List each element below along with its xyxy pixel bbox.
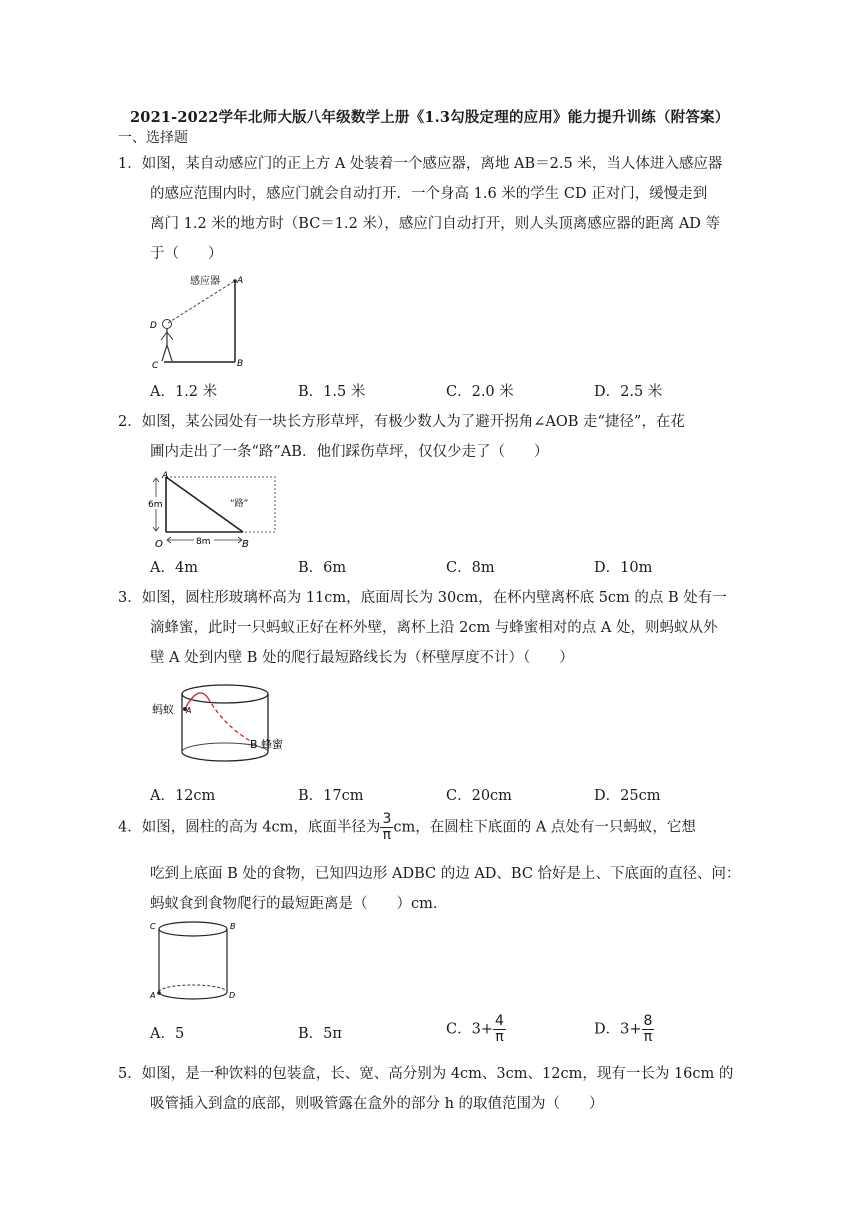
q3-option-c: C．20cm [446, 788, 512, 804]
q3-label-a: A [186, 706, 192, 715]
q3-option-b: B．17cm [298, 788, 364, 804]
q4-option-c [446, 1014, 506, 1045]
q2-text-line-2: 圃内走出了一条“路”AB．他们踩伤草坪，仅仅少走了（ ） [150, 444, 549, 460]
q4-option-d [594, 1014, 654, 1045]
q4-option-c-denominator: π [495, 1029, 504, 1045]
q1-option-b: B．1.5 米 [298, 384, 366, 400]
q4-label-c: C [150, 922, 156, 931]
q4-figure [146, 918, 246, 1008]
q3-text-line-3: 壁 A 处到内壁 B 处的爬行最短路线长为（杯壁厚度不计）（ ） [150, 650, 574, 666]
q1-label-sensor: 感应器 [190, 276, 220, 287]
q4-text-line-1b: cm，在圆柱下底面的 A 点处有一只蚂蚁，它想 [393, 819, 696, 836]
q3-label-ant: 蚂蚁 [152, 703, 174, 716]
q1-option-c: C．2.0 米 [446, 384, 514, 400]
q1-label-a: A [237, 276, 244, 286]
q1-option-d: D．2.5 米 [594, 384, 663, 400]
q3-option-a: A．12cm [150, 788, 216, 804]
q2-label-a: A [162, 471, 169, 481]
q2-label-b: B [242, 539, 249, 550]
q1-text-line-1: 1．如图，某自动感应门的正上方 A 处装着一个感应器，离地 AB＝2.5 米，当人体进入感应器 [118, 156, 723, 172]
q5-text-line-2: 吸管插入到盒的底部，则吸管露在盒外的部分 h 的取值范围为（ ） [150, 1096, 604, 1112]
q3-option-d: D．25cm [594, 788, 661, 804]
q1-option-a: A．1.2 米 [150, 384, 218, 400]
q4-label-a: A [150, 991, 156, 1000]
q4-option-c-numerator: 4 [494, 1013, 504, 1029]
q2-option-a: A．4m [150, 560, 198, 576]
q1-text-line-3: 离门 1.2 米的地方时（BC＝1.2 米），感应门自动打开，则人头顶离感应器的距离 AD 等 [150, 216, 721, 232]
q4-option-d-numerator: 8 [643, 1013, 653, 1029]
q2-figure [146, 470, 282, 550]
q4-option-a: A．5 [150, 1026, 185, 1042]
q2-text-line-1: 2．如图，某公园处有一块长方形草坪，有极少数人为了避开拐角∠AOB 走“捷径”，在花 [118, 414, 685, 430]
q4-option-b: B．5π [298, 1026, 342, 1042]
q4-radius-denominator: π [382, 827, 392, 843]
q4-option-c-fraction [493, 1014, 506, 1045]
q4-text-line-1 [118, 812, 696, 843]
q1-text-line-2: 的感应范围内时，感应门就会自动打开．一个身高 1.6 米的学生 CD 正对门，缓慢走到 [150, 186, 708, 202]
q1-label-c: C [152, 361, 159, 370]
section-heading: 一、选择题 [118, 130, 188, 146]
q1-label-b: B [237, 359, 244, 369]
q2-label-width: 8m [196, 537, 211, 547]
q3-text-line-1: 3．如图，圆柱形玻璃杯高为 11cm，底面周长为 30cm，在杯内壁离杯底 5cm 的点 B 处有一 [118, 590, 727, 606]
q4-option-d-fraction [642, 1014, 655, 1045]
q4-label-b: B [230, 922, 236, 931]
document-title: 2021-2022学年北师大版八年级数学上册《1.3勾股定理的应用》能力提升训练（附答案） [130, 109, 730, 126]
q4-text-line-3: 蚂蚁食到食物爬行的最短距离是（ ）cm． [150, 896, 448, 912]
q3-text-line-2: 滴蜂蜜，此时一只蚂蚁正好在杯外壁，离杯上沿 2cm 与蜂蜜相对的点 A 处，则蚂蚁从外 [150, 620, 718, 636]
q2-option-b: B．6m [298, 560, 347, 576]
q2-option-d: D．10m [594, 560, 653, 576]
q4-option-d-prefix: D．3+ [594, 1021, 642, 1038]
q1-text-line-4: 于（ ） [150, 246, 223, 262]
q3-label-honey: B 蜂蜜 [250, 738, 284, 751]
q2-label-height: 6m [148, 500, 163, 510]
q4-text-line-1a: 4．如图，圆柱的高为 4cm，底面半径为 [118, 819, 381, 836]
q5-text-line-1: 5．如图，是一种饮料的包装盒，长、宽、高分别为 4cm、3cm、12cm，现有一长为 16cm 的 [118, 1066, 734, 1082]
q2-label-o: O [155, 539, 163, 550]
q2-label-road: “路” [230, 499, 249, 509]
q1-figure [148, 270, 258, 370]
q3-figure [146, 678, 286, 768]
q2-option-c: C．8m [446, 560, 495, 576]
q4-radius-numerator: 3 [382, 811, 392, 827]
q4-option-d-denominator: π [643, 1029, 653, 1045]
q4-label-d: D [229, 991, 236, 1000]
q1-label-d: D [150, 321, 157, 331]
q4-radius-fraction [380, 812, 393, 843]
q4-option-c-prefix: C．3+ [446, 1021, 493, 1038]
q4-text-line-2: 吃到上底面 B 处的食物，已知四边形 ADBC 的边 AD、BC 恰好是上、下底面的直径、问： [150, 866, 741, 882]
